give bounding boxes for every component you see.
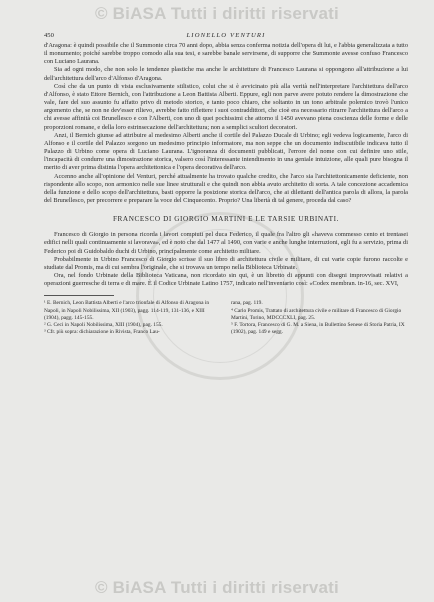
footnote: ² G. Ceci in Napoli Nobilissima, XIII (1904), pag. 155. [44,321,163,328]
paragraph: Anzi, il Bernich giunse ad attribuire al medesimo Alberti anche il cortile del Palazzo Ducale di Urbino; egli vedeva logicamente, l'arco di Alfonso e il cortile del Palazzo sorgono un medesimo principio informatore, ma non seppe che un documento indiscutibile indicava tutto il Palazzo di Urbino come opera di Luciano Laurana. L'ignoranza di documenti pubblicati, l'errore del nome con cui definire uno stile, l'incapacità di condurre una dimostrazione storica, valsero così l'interessante intendimento in una geniale intuizione, alle quali pure bisogna il merito di aver prima distinta l'opera architettonica e l'opera decorativa dell'arco. [44,131,408,172]
watermark-top: © BiASA Tutti i diritti riservati [95,4,339,23]
footnote: ⁴ Carlo Promis, Trattato di architettura civile e militare di Francesco di Giorgio Martini, Torino, MDCCCXLI, pag. 25. [231,307,402,321]
paragraph: d'Aragona: è quindi possibile che il Summonte circa 70 anni dopo, abbia senza conferma notizia dell'opera di lui, e l'abbia generalizzata a tutto il monumento; poiché sarebbe troppo comodo alla sua tesi, e sarebbe banale servirsene, di supporre che Summonte avesse confuso Francesco con Luciano Laurana. [44,42,408,66]
footnote: ¹ E. Bernich, Leon Battista Alberti e l'arco trionfale di Alfonso di Aragona in Napoli, in Napoli Nobilissima, XII (1903), pagg. 114-119, 131-136, e XIII (1904), pagg. 145-155. [44,300,210,321]
paragraph: Probabilmente in Urbino Francesco di Giorgio scrisse il suo libro di architettura civile e militare, di cui varie copie furono raccolte e studiate dal Promis, ma di cui sembra l'originale, che si trovava un tempo nella Biblioteca Urbinate. [44,255,408,271]
page-number: 450 [44,32,54,39]
footnotes [44,300,408,336]
paragraph: Ora, nel fondo Urbinate della Biblioteca Vaticana, non ricordato sin qui, è un libretto di appunti con disegni improvvisati relativi a operazioni guerresche di terra e di mare. È il Codice Urbinate Latino 1757, indicato nell'inventario così: «Codex membran. in-16, sec. XVI, [44,272,408,288]
paragraph: Sia ad ogni modo, che non solo le tendenze plastiche ma anche le architetture di Francesco Laurana si oppongono all'attribuzione a lui dell'architettura dell'arco d'Alfonso d'Aragona. [44,66,408,82]
section-title: FRANCESCO DI GIORGIO MARTINI E LE TARSIE URBINATI. [112,215,340,224]
watermark-bottom: © BiASA Tutti i diritti riservati [95,578,339,597]
footnote: ⁵ F. Tortora, Francesco di G. M. a Siena, in Bullettino Senese di Storia Patria, IX (1902), pag. 149 e segg. [231,321,405,336]
document-page [44,32,408,336]
paragraph: Così che da un punto di vista esclusivamente stilistico, colui che si è avvicinato più alla verità nell'interpretare l'architettura dell'arco d'Alfonso, è stato Ettore Bernich, con l'attribuzione a Leon Battista Alberti. Eppure, egli non parve avere potuto rendere la dimostrazione che vale, fare del suo assunto fu affatto privo di metodo storico, e tanto poco chiaro, che soltanto in un tono arbitrale polemico trovò l'unico argomento che, se non ne dev'esser rilievo, avrebbe fatto riflettere i suoi contraddittori, che cioè era necessario ritrarre l'architettura dell'arco a chi avesse affinità coi Brunellesco e con l'Alberti, con uno di quei pochissimi che attorno il 1450 avevano piena coscienza delle forme e delle proporzioni romane, e della loro estrinsecazione dell'architettura; non a semplici scultori decoratori. [44,82,408,131]
page-header [44,32,408,42]
footnotes-left-column [44,300,221,336]
footnote-rule [44,295,114,296]
paragraph: Accenno anche all'opinione del Venturi, perché attualmente ha trovato qualche credito, che l'arco sia l'architettonicamente deficiente, non rispondente allo scopo, non armonico nelle sue linee strutturali e che quindi non abbia avuto architetto di sorta. A tale concezione accademica della funzione e dello scopo dell'architettura, basti opporre la posizione storica dell'arco, che ai dilettanti dell'antica parola di allora, la parola del Brunellesco, per precorrere e preparare la voce del Cinquecento. Proprio? Una libertà di tal genere, proceda dal caso? [44,172,408,204]
paragraph: Francesco di Giorgio in persona ricorda i lavori compiuti pel duca Federico, il quale fra l'altro gli «haveva commesso cento et trentasei edifici nelli quali continuamente si lavorava», ed è noto che dal 1477 al 1490, con varie e anche lunghe interruzioni, egli fu a servizio, prima di Federico poi di Guidobaldo duchi di Urbino, principalmente come architetto militare. [44,231,408,255]
running-head: LIONELLO VENTURI [186,32,266,39]
footnotes-right-column [231,300,408,336]
footnote: ³ Cfr. più sopra: dichiarazione in Rivista, Franco Lau- [44,329,160,336]
footnote: rana, pag. 119. [231,300,263,307]
